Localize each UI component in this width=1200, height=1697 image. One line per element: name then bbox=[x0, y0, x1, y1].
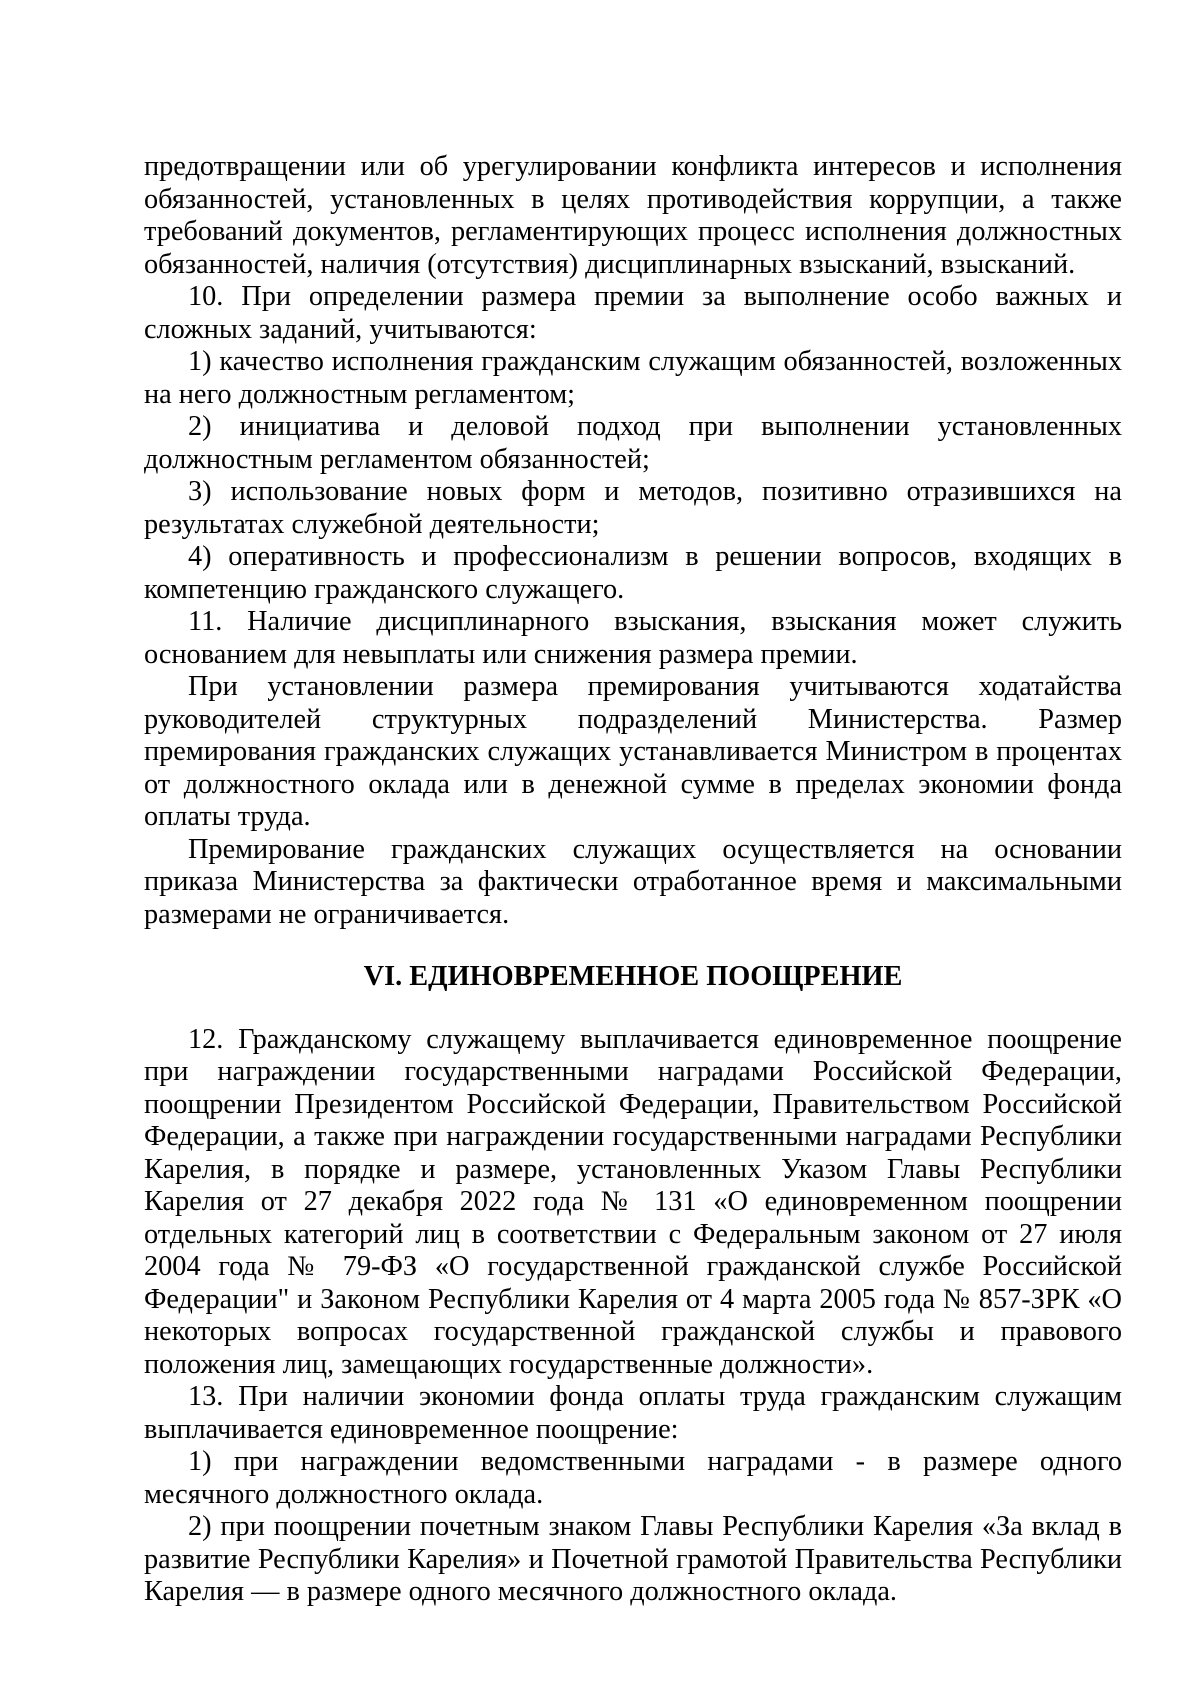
paragraph-continuation: предотвращении или об урегулировании конфликта интересов и исполнения обязанностей, установленных в целях противодействия коррупции, а также требований документов, регламентирующих процесс исполнения должностных обязанностей, наличия (отсутствия) дисциплинарных взысканий, взысканий. bbox=[144, 151, 1122, 280]
list-item-4: 4) оперативность и профессионализм в решении вопросов, входящих в компетенцию гражданского служащего. bbox=[144, 541, 1122, 605]
paragraph-item-12: 12. Гражданскому служащему выплачивается единовременное поощрение при награждении государственными наградами Российской Федерации, поощрении Президентом Российской Федерации, Правительством Российской Федерации, а также при награждении государственными наградами Республики Карелия, в порядке и размере, установленных Указом Главы Республики Карелия от 27 декабря 2022 года № 131 «О единовременном поощрении отдельных категорий лиц в соответствии с Федеральным законом от 27 июля 2004 года № 79-ФЗ «О государственной гражданской службе Российской Федерации" и Законом Республики Карелия от 4 марта 2005 года № 857-ЗРК «О некоторых вопросах государственной гражданской службы и правового положения лиц, замещающих государственные должности». bbox=[144, 1023, 1122, 1380]
paragraph-item-11: 11. Наличие дисциплинарного взыскания, взыскания может служить основанием для невыплаты или снижения размера премии. bbox=[144, 606, 1122, 670]
section-heading: VI. ЕДИНОВРЕМЕННОЕ ПООЩРЕНИЕ bbox=[363, 961, 903, 992]
list-item-1-awards: 1) при награждении ведомственными наградами - в размере одного месячного должностного оклада. bbox=[144, 1446, 1122, 1510]
document-body bbox=[144, 151, 1122, 1609]
list-item-3: 3) использование новых форм и методов, позитивно отразившихся на результатах служебной деятельности; bbox=[144, 476, 1122, 540]
list-item-2: 2) инициатива и деловой подход при выполнении установленных должностным регламентом обязанностей; bbox=[144, 411, 1122, 475]
paragraph-item-13: 13. При наличии экономии фонда оплаты труда гражданским служащим выплачивается единовременное поощрение: bbox=[144, 1381, 1122, 1445]
paragraph-item-10: 10. При определении размера премии за выполнение особо важных и сложных заданий, учитываются: bbox=[144, 281, 1122, 345]
paragraph-bonus-order: Премирование гражданских служащих осуществляется на основании приказа Министерства за фактически отработанное время и максимальными размерами не ограничивается. bbox=[144, 833, 1122, 930]
paragraph-bonus-size: При установлении размера премирования учитываются ходатайства руководителей структурных подразделений Министерства. Размер премирования гражданских служащих устанавливается Министром в процентах от должностного оклада или в денежной сумме в пределах экономии фонда оплаты труда. bbox=[144, 671, 1122, 832]
list-item-2-awards: 2) при поощрении почетным знаком Главы Республики Карелия «За вклад в развитие Республики Карелия» и Почетной грамотой Правительства Республики Карелия — в размере одного месячного должностного оклада. bbox=[144, 1511, 1122, 1607]
list-item-1: 1) качество исполнения гражданским служащим обязанностей, возложенных на него должностным регламентом; bbox=[144, 346, 1122, 410]
